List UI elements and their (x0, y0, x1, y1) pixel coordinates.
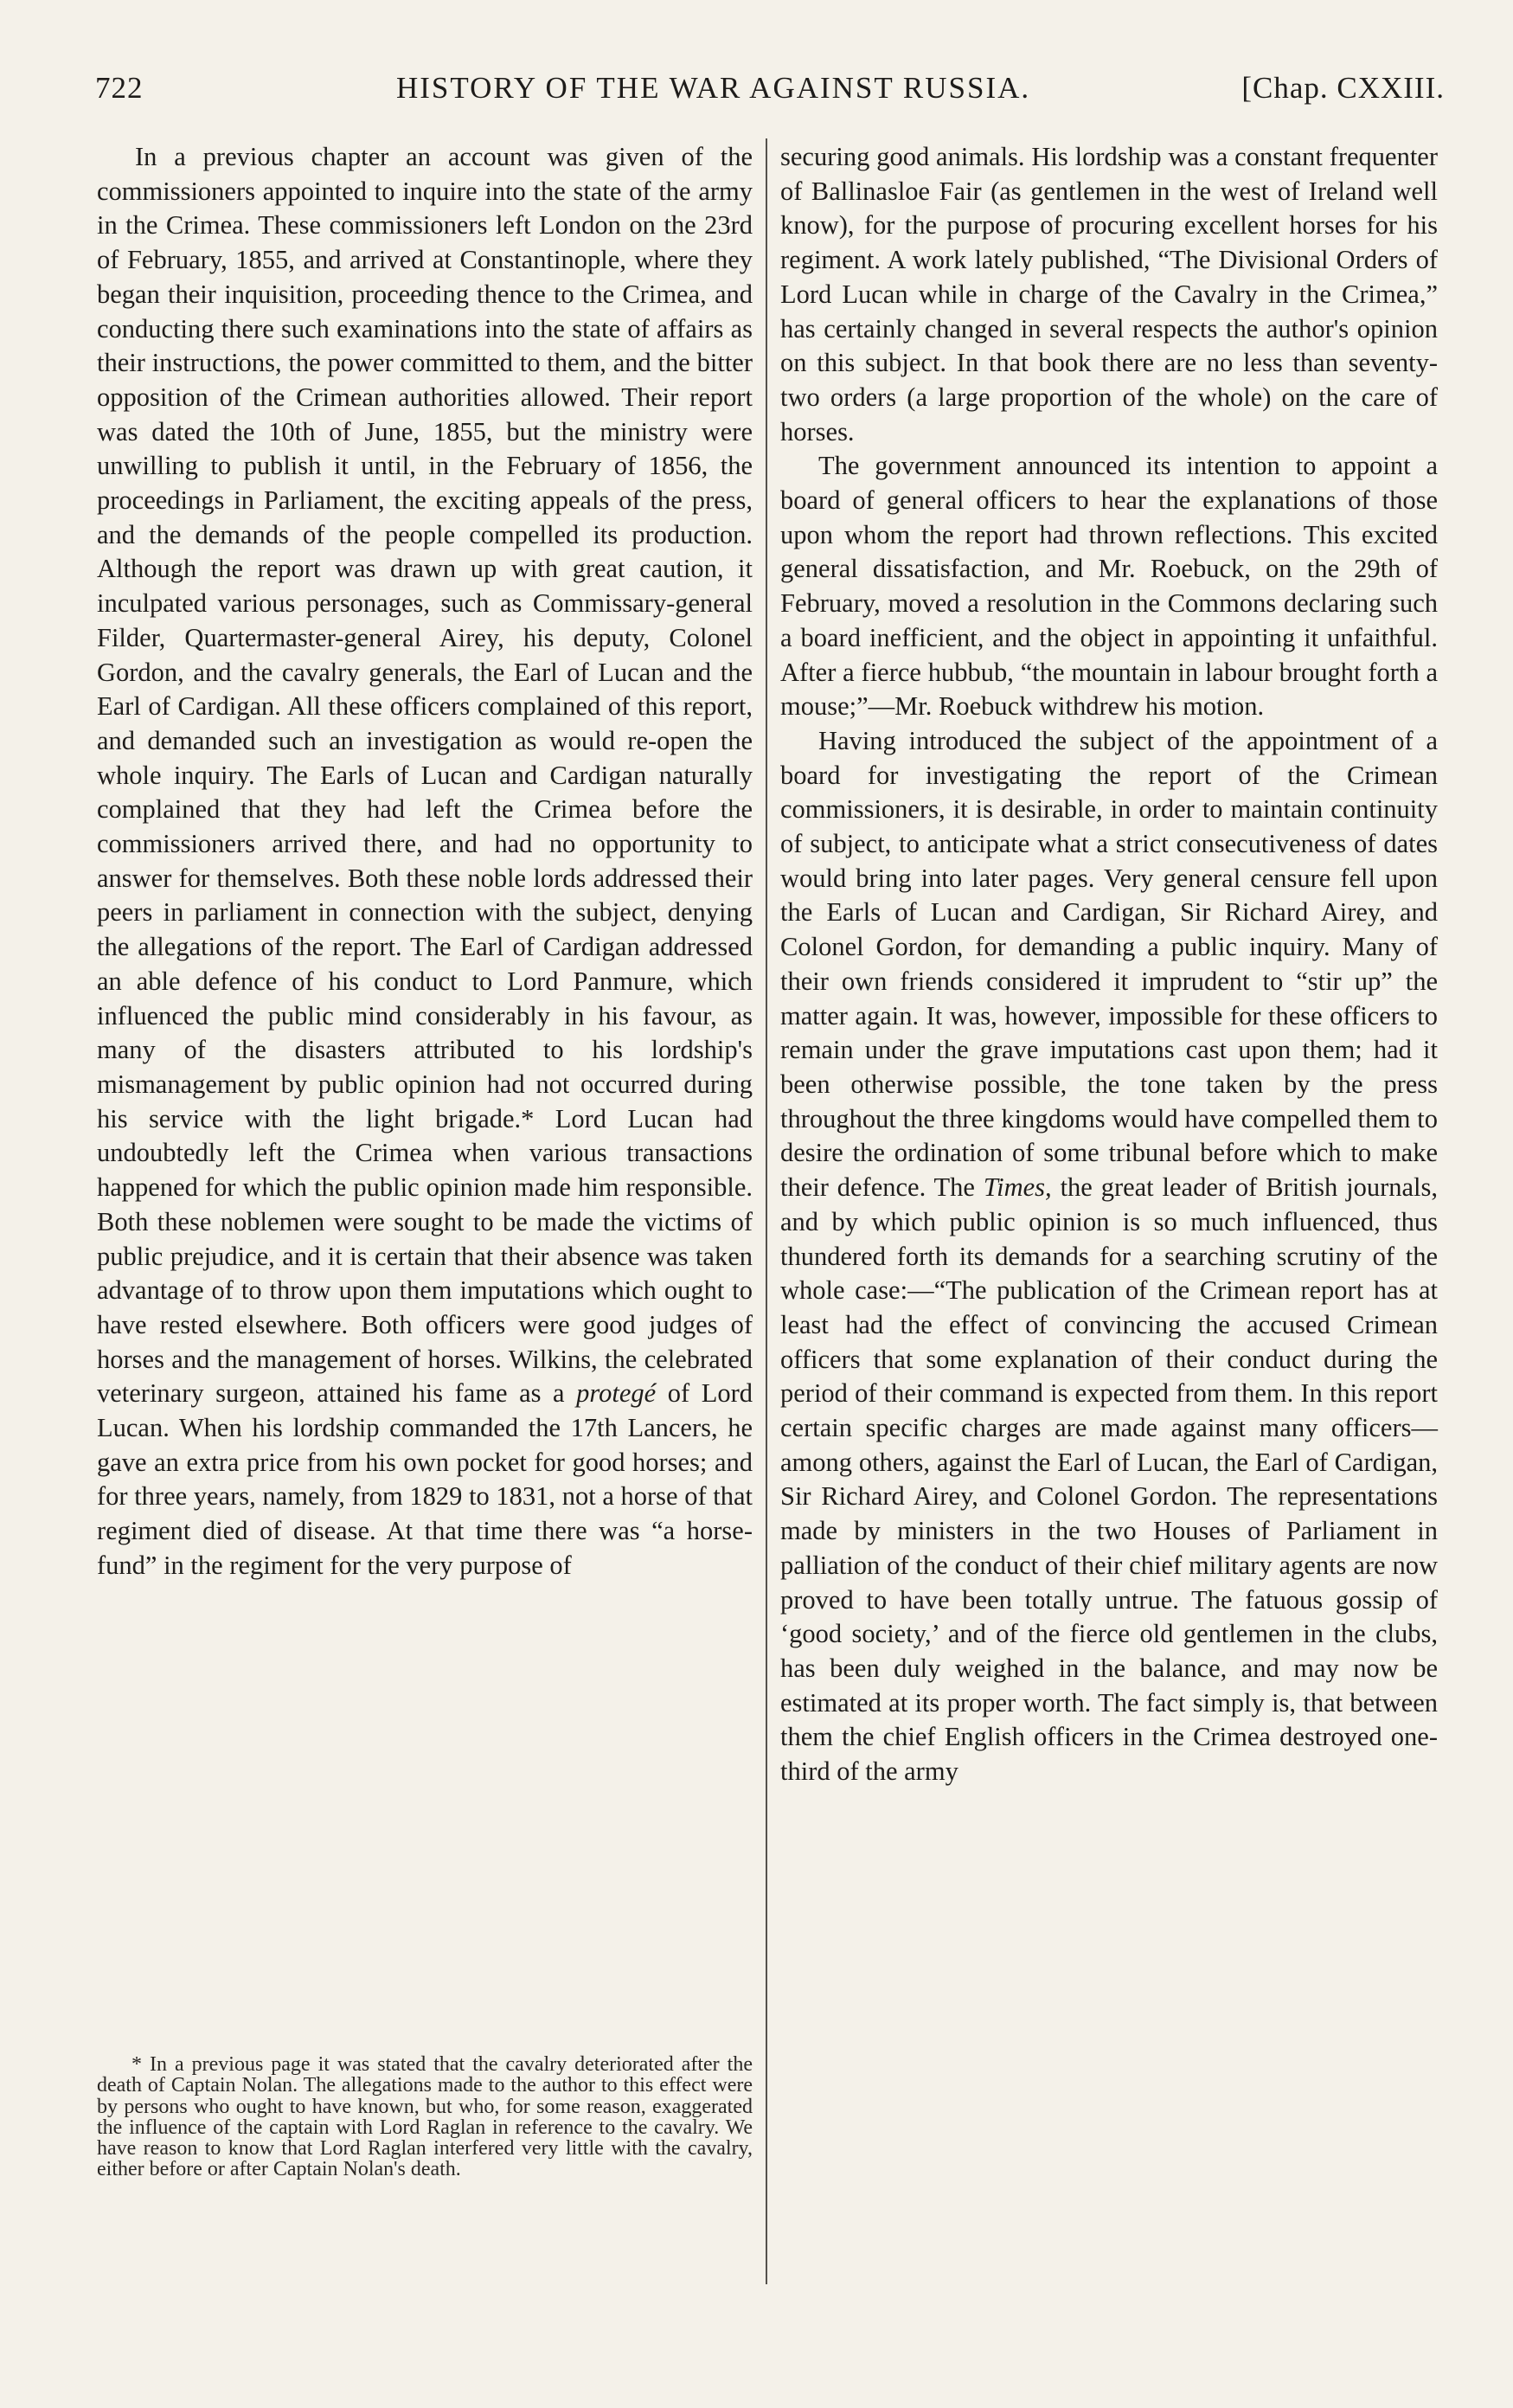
left-paragraph-1-text: In a previous chapter an account was given of the commissioners appointed to inquire into the state of the army in the Crimea. These commissioners left London on the 23rd of February, 1855, and arrived at Constantinople, where they began their inquisition, proceeding thence to the Crimea, and conducting there such examinations into the state of affairs as their instructions, the power committed to them, and the bitter opposition of the Crimean authorities allowed. Their report was dated the 10th of June, 1855, but the ministry were unwilling to publish it until, in the February of 1856, the proceedings in Parliament, the exciting appeals of the press, and the demands of the people compelled its production. Although the report was drawn up with great caution, it inculpated various personages, such as Commissary-general Filder, Quartermaster-general Airey, his deputy, Colonel Gordon, and the cavalry generals, the Earl of Lucan and the Earl of Cardigan. All these officers complained of this report, and demanded such an investigation as would re-open the whole inquiry. The Earls of Lucan and Cardigan naturally complained that they had left the Crimea before the commissioners arrived there, and had no opportunity to answer for themselves. Both these noble lords addressed their peers in parliament in connection with the subject, denying the allegations of the report. The Earl of Cardigan addressed an able defence of his conduct to Lord Panmure, which influenced the public mind considerably in his favour, as many of the disasters attributed to his lordship's mismanagement by public opinion had not occurred during his service with the light brigade.* Lord Lucan had undoubtedly left the Crimea when various transactions happened for which the public opinion made him responsible. Both these noblemen were sought to be made the victims of public prejudice, and it is certain that their absence was taken advantage of to throw upon them imputations which ought to have rested elsewhere. Both officers were good judges of horses and the management of horses. Wilkins, the celebrated veterinary surgeon, attained his fame as a (97, 142, 753, 1409)
right-paragraph-3-tail: the great leader of British journals, and by which public opinion is so much influenced, thus thundered forth its demands for a searching scrutiny of the whole case:—“The publication of the Crimean report has at least had the effect of convincing the accused Crimean officers that some explanation of their conduct during the period of their command is expected from them. In this report certain specific charges are made against many officers—among others, against the Earl of Lucan, the Earl of Cardigan, Sir Richard Airey, and Colonel Gordon. The representations made by ministers in the two Houses of Parliament in palliation of the conduct of their chief military agents are now proved to have been totally untrue. The fatuous gossip of ‘good society,’ and of the fierce old gentlemen in the clubs, has been duly weighed in the balance, and may now be estimated at its proper worth. The fact simply is, that between them the chief English officers in the Crimea destroyed one-third of the army (780, 1172, 1439, 1787)
right-paragraph-2: The government announced its intention to appoint a board of general officers to hear the explanations of those upon whom the report had thrown reflections. This excited general dissatisfaction, and Mr. Roebuck, on the 29th of February, moved a resolution in the Commons declaring such a board inefficient, and the object in appointing it unfaithful. After a fierce hubbub, “the mountain in labour brought forth a mouse;”—Mr. Roebuck withdrew his motion. (780, 451, 1438, 722)
left-paragraph-1 (97, 140, 753, 1583)
chapter-reference: [Chap. CXXIII. (1241, 71, 1445, 105)
running-head (95, 71, 1445, 114)
running-title: HISTORY OF THE WAR AGAINST RUSSIA. (396, 71, 1031, 105)
page-number: 722 (95, 71, 144, 105)
right-paragraph-3 (780, 724, 1438, 1789)
footnote-text: * In a previous page it was stated that the cavalry deteriorated after the death of Captain Nolan. The allegations made to the author to this effect were by persons who ought to have known, but who, for some reason, exaggerated the influence of the captain with Lord Raglan in reference to the cavalry. We have reason to know that Lord Raglan interfered very little with the cavalry, either before or after Captain Nolan's death. (97, 2053, 753, 2181)
footnote (97, 2054, 753, 2180)
right-paragraph-1: securing good animals. His lordship was a constant frequenter of Ballinasloe Fair (as gentlemen in the west of Ireland well know), for the purpose of procuring excellent horses for his regiment. A work lately published, “The Divisional Orders of Lord Lucan while in charge of the Cavalry in the Crimea,” has certainly changed in several respects the author's opinion on this subject. In that book there are no less than seventy-two orders (a large proportion of the whole) on the care of horses. (780, 142, 1438, 446)
right-paragraph-3-italic: Times, (983, 1172, 1052, 1203)
column-divider (766, 138, 767, 2284)
right-paragraph-3-text: Having introduced the subject of the appointment of a board for investigating the report of the Crimean commissioners, it is desirable, in order to maintain continuity of subject, to anticipate what a strict consecutiveness of dates would bring into later pages. Very general censure fell upon the Earls of Lucan and Cardigan, Sir Richard Airey, and Colonel Gordon, for demanding a public inquiry. Many of their own friends considered it imprudent to “stir up” the matter again. It was, however, impossible for these officers to remain under the grave imputations cast upon them; had it been otherwise possible, the tone taken by the press throughout the three kingdoms would have compelled them to desire the ordination of some tribunal before which to make their defence. The (780, 725, 1438, 1203)
left-paragraph-1-italic: protegé (576, 1378, 657, 1409)
right-column (780, 140, 1438, 1789)
left-column (97, 140, 753, 1583)
left-paragraph-1-tail: of Lord Lucan. When his lordship commanded the 17th Lancers, he gave an extra price from his own pocket for good horses; and for three years, namely, from 1829 to 1831, not a horse of that regiment died of disease. At that time there was “a horse-fund” in the regiment for the very purpose of (97, 1378, 753, 1580)
